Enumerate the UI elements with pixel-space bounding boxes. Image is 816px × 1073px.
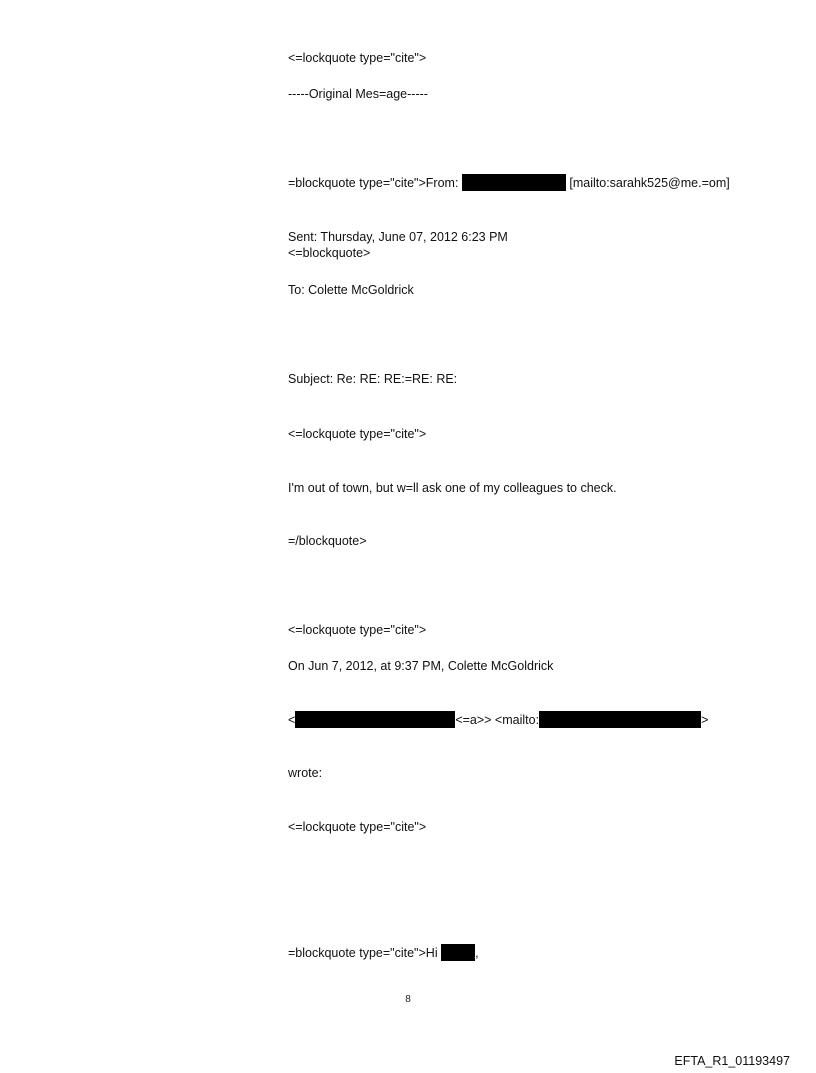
from-line	[288, 174, 730, 191]
from-label: =blockquote type="cite">From:	[288, 176, 462, 190]
redaction-box	[295, 711, 455, 728]
text-line: =/blockquote>	[288, 534, 367, 548]
text-segment: <=a>> <mailto:	[455, 713, 540, 727]
sent-line: Sent: Thursday, June 07, 2012 6:23 PM	[288, 230, 508, 244]
text-line: <=lockquote type="cite">	[288, 427, 427, 441]
to-line: To: Colette McGoldrick	[288, 283, 414, 297]
redaction-box	[462, 174, 566, 191]
text-segment: >	[701, 713, 709, 727]
mailto-line	[288, 711, 708, 728]
redaction-box	[539, 711, 701, 728]
body-line: I'm out of town, but w=ll ask one of my colleagues to check.	[288, 481, 617, 495]
text-line: -----Original Mes=age-----	[288, 87, 428, 101]
text-segment: <	[288, 713, 296, 727]
from-mailto: [mailto:sarahk525@me.=om]	[565, 176, 730, 190]
page-number: 8	[405, 994, 411, 1005]
text-line: <=blockquote>	[288, 246, 371, 260]
wrote-line: wrote:	[288, 766, 323, 780]
on-date-line: On Jun 7, 2012, at 9:37 PM, Colette McGoldrick	[288, 659, 554, 673]
greeting-line	[288, 944, 479, 961]
text-line: <=lockquote type="cite">	[288, 820, 427, 834]
text-segment: ,	[475, 946, 479, 960]
subject-line: Subject: Re: RE: RE:=RE: RE:	[288, 372, 458, 386]
text-line: <=lockquote type="cite">	[288, 51, 427, 65]
document-id: EFTA_R1_01193497	[674, 1054, 790, 1068]
text-line: <=lockquote type="cite">	[288, 623, 427, 637]
redaction-box	[441, 944, 475, 961]
text-segment: =blockquote type="cite">Hi	[288, 946, 442, 960]
